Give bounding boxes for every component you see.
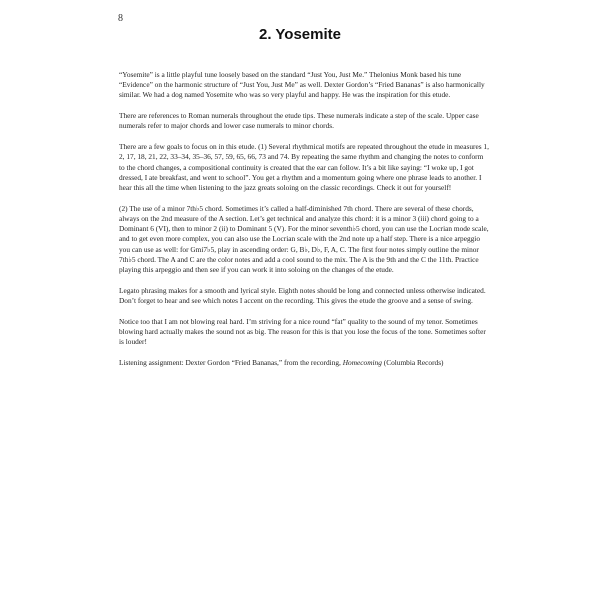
paragraph-intro: “Yosemite” is a little playful tune loosely based on the standard “Just You, Just Me.” Thelonius Monk based his tune “Evidence” on the harmonic structure of “Just You, Just Me” as well. Dexter Gordon’s “Fried Bananas” is also harmonically similar. We had a dog named Yosemite who was so very playful and happy. He was the inspiration for this etude. — [119, 70, 485, 100]
page-number: 8 — [118, 13, 123, 24]
paragraph-roman-numerals: There are references to Roman numerals throughout the etude tips. These numerals indicate a step of the scale. Upper case numerals refer to major chords and lower case numerals to minor chords. — [119, 111, 479, 131]
body-text — [119, 70, 489, 379]
listening-album: Homecoming — [342, 358, 382, 368]
paragraph-goal-rhythm: There are a few goals to focus on in this etude. (1) Several rhythmical motifs are repeated throughout the etude in measures 1, 2, 17, 18, 21, 22, 33–34, 35–36, 57, 59, 65, 66, 73 and 74. By repeating the same rhythm and changing the notes to conform to the chord changes, a compositional continuity is created that the ear can follow. It’s a bit like saying: “I woke up, I got dressed, I ate breakfast, and went to school”. You get a rhythm and a momentum going where one phrase leads to another. I hear this all the time when listening to the jazz greats soloing on the classic recordings. Check it out for yourself! — [119, 142, 489, 193]
listening-suffix: (Columbia Records) — [381, 358, 444, 368]
page-title: 2. Yosemite — [259, 26, 341, 43]
paragraph-legato: Legato phrasing makes for a smooth and lyrical style. Eighth notes should be long and connected unless otherwise indicated. Don’t forget to hear and see which notes I accent on the recording. This gives the etude the groove and a sense of swing. — [119, 285, 486, 306]
listening-prefix: Listening assignment: Dexter Gordon “Fried Bananas,” from the recording, — [119, 358, 343, 368]
paragraph-goal-chord: (2) The use of a minor 7th♭5 chord. Sometimes it’s called a half-diminished 7th chord. There are several of these chords, always on the 2nd measure of the A section. Let’s get technical and analyze this chord: it is a minor 3 (iii) chord going to a Dominant 6 (VI), then to minor 2 (ii) to Dominant 5 (V). For the minor seventh♭5 chord, you can use the Locrian mode scale, and to get even more complex, you can also use the Locrian scale with the 2nd note up a half step. There is a nice arpeggio you can use as well: for Gmi7♭5, play in ascending order: G, B♭, D♭, F, A, C. The first four notes simply outline the minor 7th♭5 chord. The A and C are the color notes and add a cool sound to the mix. The A is the 9th and the C the 11th. Practice playing this arpeggio and then see if you can work it into soloing on the changes of the etude. — [119, 203, 489, 275]
paragraph-listening-assignment — [119, 358, 489, 368]
paragraph-tone: Notice too that I am not blowing real hard. I’m striving for a nice round “fat” quality to the sound of my tenor. Sometimes blowing hard actually makes the sound not as big. The reason for this is that you lose the focus of the tone. Sometimes softer is louder! — [119, 316, 486, 347]
